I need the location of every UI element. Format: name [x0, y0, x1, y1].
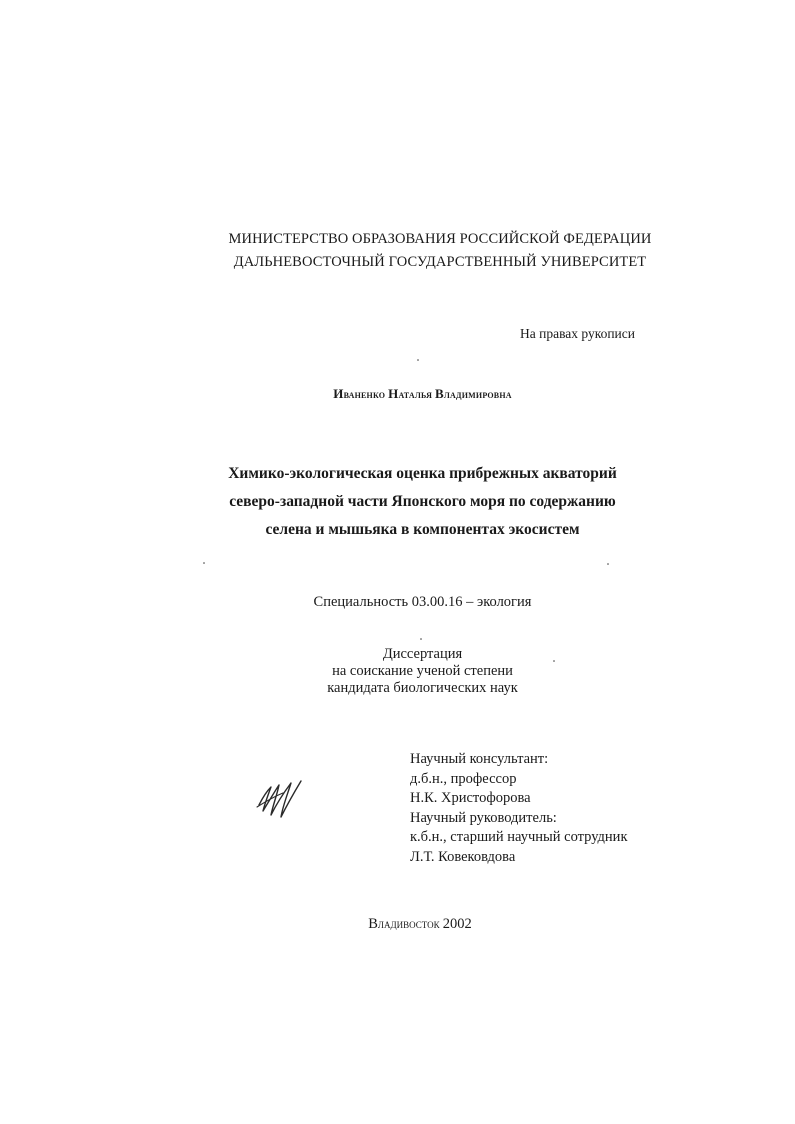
scan-speck [417, 359, 419, 361]
author-surname-initial: И [333, 386, 344, 401]
advisor-line: Л.Т. Ковековдова [410, 848, 516, 865]
scan-speck [203, 562, 205, 564]
dissertation-degree [0, 646, 795, 697]
scan-speck [607, 563, 609, 565]
author-name [0, 386, 795, 402]
year: 2002 [442, 916, 472, 932]
title-line: Химико-экологическая оценка прибрежных акваторий [228, 465, 617, 482]
advisors-block [410, 750, 628, 867]
scan-speck [553, 660, 555, 662]
degree-line: Диссертация [382, 646, 463, 662]
title-line: селена и мышьяка в компонентах экосистем [265, 521, 580, 538]
advisor-line: Научный консультант: [410, 751, 549, 767]
advisor-line: д.б.н., профессор [410, 770, 517, 787]
university-heading: ДАЛЬНЕВОСТОЧНЫЙ ГОСУДАРСТВЕННЫЙ УНИВЕРСИТЕТ [233, 254, 647, 270]
author-surname-rest: ваненко [343, 389, 386, 401]
author-patronymic-initial: В [435, 386, 444, 401]
city-rest: ладивосток [377, 917, 440, 931]
city-initial: В [368, 916, 378, 932]
author-patronymic-rest: ладимировна [443, 389, 512, 401]
scan-speck [420, 638, 422, 640]
author-name-rest: аталья [398, 389, 433, 401]
specialty: Специальность 03.00.16 – экология [313, 594, 532, 610]
signature-icon [255, 775, 315, 823]
city-year [0, 916, 795, 933]
advisor-line: Н.К. Христофорова [410, 790, 531, 806]
title-line: северо-западной части Японского моря по содержанию [229, 493, 616, 510]
ministry-heading: МИНИСТЕРСТВО ОБРАЗОВАНИЯ РОССИЙСКОЙ ФЕДЕРАЦИИ [228, 231, 652, 247]
advisor-line: Научный руководитель: [410, 809, 557, 826]
author-name-initial: Н [388, 386, 399, 401]
manuscript-note: На правах рукописи [519, 326, 635, 341]
degree-line: кандидата биологических наук [327, 680, 518, 696]
degree-line: на соискание ученой степени [332, 663, 513, 679]
dissertation-title [0, 460, 795, 544]
advisor-line: к.б.н., старший научный сотрудник [410, 829, 628, 845]
